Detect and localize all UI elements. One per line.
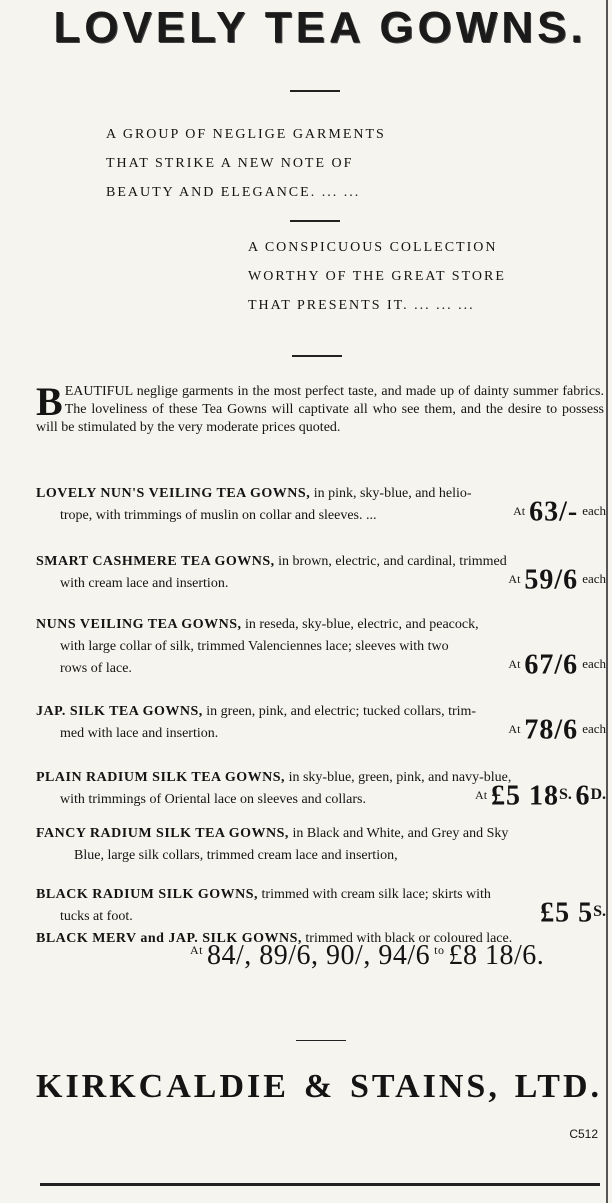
product-detail: in brown, electric, and cardinal, trimmed <box>274 554 507 569</box>
divider <box>296 1040 346 1041</box>
product-detail: Blue, large silk collars, trimmed cream lace and insertion, <box>74 848 398 863</box>
product-name: NUNS VEILING TEA GOWNS, <box>36 617 242 632</box>
product-detail: rows of lace. <box>60 661 132 676</box>
intro-line: A CONSPICUOUS COLLECTION <box>248 240 498 255</box>
product-item <box>36 884 606 928</box>
product-item <box>36 551 606 595</box>
price-block <box>508 565 606 597</box>
each-label: each <box>582 656 606 672</box>
each-label: each <box>582 571 606 587</box>
divider <box>290 220 340 222</box>
product-name: PLAIN RADIUM SILK TEA GOWNS, <box>36 770 286 785</box>
at-label: At <box>508 572 521 587</box>
bottom-rule <box>40 1183 600 1186</box>
pence: 6 <box>575 781 591 812</box>
product-name: JAP. SILK TEA GOWNS, <box>36 704 203 719</box>
shilling-mark: S. <box>593 903 606 921</box>
product-detail: trope, with trimmings of muslin on collar and sleeves. ... <box>60 508 377 523</box>
product-detail: with trimmings of Oriental lace on sleeves and collars. <box>60 792 366 807</box>
product-detail: in sky-blue, green, pink, and navy-blue, <box>285 770 512 785</box>
product-name: SMART CASHMERE TEA GOWNS, <box>36 554 275 569</box>
price: 59/6 <box>524 565 579 596</box>
intro-block-2 <box>248 233 506 320</box>
product-detail: with cream lace and insertion. <box>60 576 229 591</box>
product-detail: in green, pink, and electric; tucked collars, trim- <box>202 704 477 719</box>
headline: LOVELY TEA GOWNS. <box>53 3 587 52</box>
intro-block-1 <box>106 120 386 207</box>
ad-code: C512 <box>569 1127 598 1141</box>
intro-line: BEAUTY AND ELEGANCE. ... ... <box>106 185 361 200</box>
store-name <box>36 1068 602 1106</box>
store-name-part: STAINS, <box>350 1068 500 1105</box>
divider <box>290 90 340 92</box>
at-label: At <box>475 788 488 803</box>
price-block <box>508 715 606 747</box>
to-label: to <box>434 942 445 957</box>
price: £5 5 <box>540 898 594 929</box>
price-block <box>513 497 606 529</box>
description-text: EAUTIFUL neglige garments in the most perfect taste, and made up of dainty summer fabrics. The loveliness of these Tea Gowns will captivate all who see them, and the desire to possess will be stimulated by the very moderate prices quoted. <box>36 384 604 435</box>
product-detail: with large collar of silk, trimmed Valenciennes lace; sleeves with two <box>60 639 449 654</box>
product-detail: trimmed with black or coloured lace. <box>301 931 513 946</box>
intro-line: THAT STRIKE A NEW NOTE OF <box>106 156 354 171</box>
drop-cap: B <box>36 379 63 424</box>
product-item <box>36 767 606 811</box>
ampersand: & <box>303 1068 336 1105</box>
price-range <box>190 940 610 972</box>
price: 67/6 <box>524 650 579 681</box>
product-detail: in pink, sky-blue, and helio- <box>310 486 472 501</box>
price-block <box>540 898 606 930</box>
at-label: At <box>508 722 521 737</box>
top-price: £8 18/6. <box>448 940 545 971</box>
price: 63/- <box>529 497 579 528</box>
price-block <box>508 650 606 682</box>
page-border <box>606 0 608 1203</box>
at-label: At <box>190 942 203 957</box>
product-item <box>36 701 606 745</box>
shilling-mark: S. <box>559 786 572 804</box>
product-item <box>36 614 606 680</box>
product-name: BLACK MERV and JAP. SILK GOWNS, <box>36 931 302 946</box>
price-block <box>475 781 606 813</box>
price-list: 84/, 89/6, 90/, 94/6 <box>207 940 431 971</box>
product-detail: tucks at foot. <box>60 909 133 924</box>
product-detail: trimmed with cream silk lace; skirts with <box>258 887 491 902</box>
at-label: At <box>508 657 521 672</box>
product-item <box>36 823 606 867</box>
store-suffix: LTD. <box>514 1068 602 1105</box>
product-name: LOVELY NUN'S VEILING TEA GOWNS, <box>36 486 311 501</box>
description <box>36 379 604 437</box>
intro-line: WORTHY OF THE GREAT STORE <box>248 269 506 284</box>
product-detail: in reseda, sky-blue, electric, and peacock, <box>241 617 479 632</box>
product-name: BLACK RADIUM SILK GOWNS, <box>36 887 259 902</box>
price: £5 18 <box>491 781 560 812</box>
intro-line: A GROUP OF NEGLIGE GARMENTS <box>106 127 386 142</box>
pence-mark: D. <box>590 786 606 804</box>
each-label: each <box>582 503 606 519</box>
store-name-part: KIRKCALDIE <box>36 1068 289 1105</box>
product-detail: med with lace and insertion. <box>60 726 219 741</box>
price: 78/6 <box>524 715 579 746</box>
product-name: FANCY RADIUM SILK TEA GOWNS, <box>36 826 289 841</box>
intro-line: THAT PRESENTS IT. ... ... ... <box>248 298 475 313</box>
divider <box>292 355 342 357</box>
each-label: each <box>582 721 606 737</box>
product-detail: in Black and White, and Grey and Sky <box>288 826 509 841</box>
product-item <box>36 483 606 527</box>
at-label: At <box>513 504 526 519</box>
